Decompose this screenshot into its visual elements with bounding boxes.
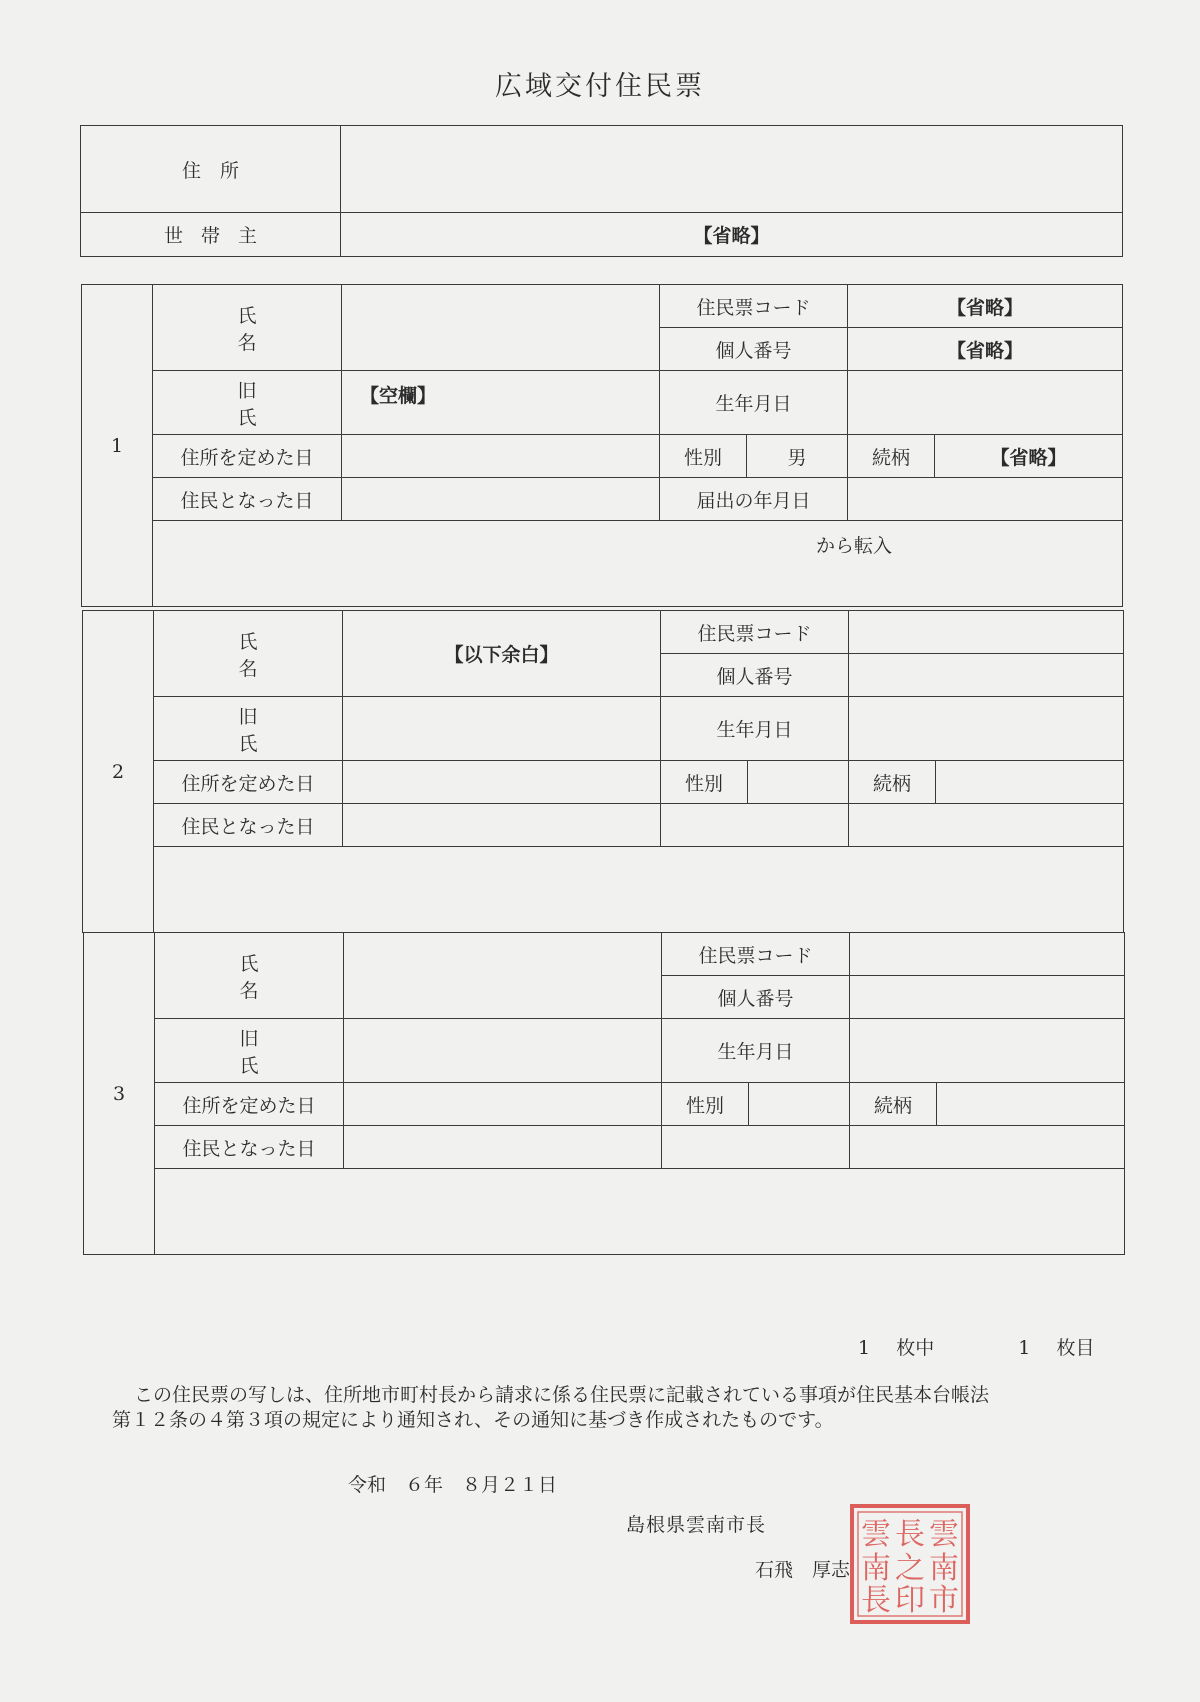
page-total-number: 1: [858, 1337, 871, 1359]
transfer-note: [154, 847, 1124, 933]
address-value: [341, 126, 1123, 213]
personal-number-label: 個人番号: [661, 654, 849, 697]
relationship-value: [936, 761, 1124, 804]
name-value: [344, 933, 662, 1019]
notification-date-value: [849, 804, 1124, 847]
former-name-label: 旧氏: [155, 1019, 344, 1083]
resident-date-value: [343, 804, 661, 847]
address-label: 住 所: [81, 126, 341, 213]
resident-date-label: 住民となった日: [153, 478, 342, 521]
svg-text:雲: 雲: [861, 1517, 891, 1552]
name-value: [342, 285, 660, 371]
page-info: [858, 1333, 1095, 1360]
birth-date-label: 生年月日: [660, 371, 848, 435]
issuer-title: 島根県雲南市長: [626, 1514, 767, 1536]
header-table: [80, 125, 1123, 257]
person-block-3: [83, 932, 1125, 1255]
transfer-note: [155, 1169, 1125, 1255]
issue-date: 令和 ６年 ８月２１日: [348, 1474, 558, 1496]
svg-text:雲: 雲: [929, 1517, 959, 1552]
notification-date-value: [850, 1126, 1125, 1169]
relationship-label: 続柄: [849, 761, 936, 804]
personal-number-label: 個人番号: [662, 976, 850, 1019]
person-block-1: [81, 284, 1123, 607]
person-number: 2: [83, 611, 154, 933]
svg-text:之: 之: [895, 1551, 925, 1586]
sex-label: 性別: [661, 761, 748, 804]
name-label: 氏名: [153, 285, 342, 371]
svg-text:南: 南: [929, 1551, 959, 1586]
address-date-value: [343, 761, 661, 804]
address-date-value: [344, 1083, 662, 1126]
resident-date-value: [342, 478, 660, 521]
person-number: 3: [84, 933, 155, 1255]
name-label: 氏名: [154, 611, 343, 697]
former-name-label: 旧氏: [153, 371, 342, 435]
sex-value: 男: [747, 435, 848, 478]
relationship-label: 続柄: [848, 435, 935, 478]
personal-number-label: 個人番号: [660, 328, 848, 371]
relationship-label: 続柄: [850, 1083, 937, 1126]
resident-code-label: 住民票コード: [662, 933, 850, 976]
person-number: 1: [82, 285, 153, 607]
mayor-name: 石飛 厚志: [755, 1559, 851, 1581]
personal-number-value: [850, 976, 1125, 1019]
resident-date-label: 住民となった日: [155, 1126, 344, 1169]
certification-text: [112, 1383, 1112, 1433]
certification-line-2: 第１２条の４第３項の規定により通知され、その通知に基づき作成されたものです。: [112, 1409, 834, 1431]
former-name-value: [344, 1019, 662, 1083]
birth-date-value: [850, 1019, 1125, 1083]
document-title: 広域交付住民票: [495, 71, 705, 102]
former-name-value: 【空欄】: [342, 371, 660, 435]
birth-date-value: [849, 697, 1124, 761]
notification-date-label: 届出の年月日: [660, 478, 848, 521]
resident-code-label: 住民票コード: [661, 611, 849, 654]
page-current-label: 枚目: [1056, 1337, 1095, 1359]
birth-date-label: 生年月日: [662, 1019, 850, 1083]
sex-label: 性別: [662, 1083, 749, 1126]
transfer-note: から転入: [153, 521, 1123, 607]
personal-number-value: 【省略】: [848, 328, 1123, 371]
svg-text:長: 長: [895, 1517, 925, 1552]
resident-code-value: [850, 933, 1125, 976]
official-seal-icon: [848, 1502, 972, 1626]
notification-date-value: [848, 478, 1123, 521]
sex-label: 性別: [660, 435, 747, 478]
relationship-value: 【省略】: [935, 435, 1123, 478]
notification-date-label: [662, 1126, 850, 1169]
resident-code-value: [849, 611, 1124, 654]
address-date-label: 住所を定めた日: [153, 435, 342, 478]
former-name-label: 旧氏: [154, 697, 343, 761]
address-date-label: 住所を定めた日: [154, 761, 343, 804]
birth-date-value: [848, 371, 1123, 435]
householder-value: 【省略】: [341, 213, 1123, 257]
personal-number-value: [849, 654, 1124, 697]
sex-value: [749, 1083, 850, 1126]
resident-date-value: [344, 1126, 662, 1169]
relationship-value: [937, 1083, 1125, 1126]
page-current-number: 1: [1018, 1337, 1031, 1359]
address-date-label: 住所を定めた日: [155, 1083, 344, 1126]
address-date-value: [342, 435, 660, 478]
certification-line-1: この住民票の写しは、住所地市町村長から請求に係る住民票に記載されている事項が住民基本台帳法: [134, 1384, 990, 1406]
svg-text:南: 南: [861, 1551, 891, 1586]
svg-text:長: 長: [861, 1583, 891, 1618]
name-value: 【以下余白】: [343, 611, 661, 697]
name-label: 氏名: [155, 933, 344, 1019]
svg-text:市: 市: [929, 1583, 959, 1618]
resident-code-value: 【省略】: [848, 285, 1123, 328]
former-name-value: [343, 697, 661, 761]
svg-text:印: 印: [895, 1583, 925, 1618]
birth-date-label: 生年月日: [661, 697, 849, 761]
resident-date-label: 住民となった日: [154, 804, 343, 847]
person-block-2: [82, 610, 1124, 933]
page-total-label: 枚中: [896, 1337, 935, 1359]
householder-label: 世帯主: [81, 213, 341, 257]
sex-value: [748, 761, 849, 804]
notification-date-label: [661, 804, 849, 847]
resident-code-label: 住民票コード: [660, 285, 848, 328]
